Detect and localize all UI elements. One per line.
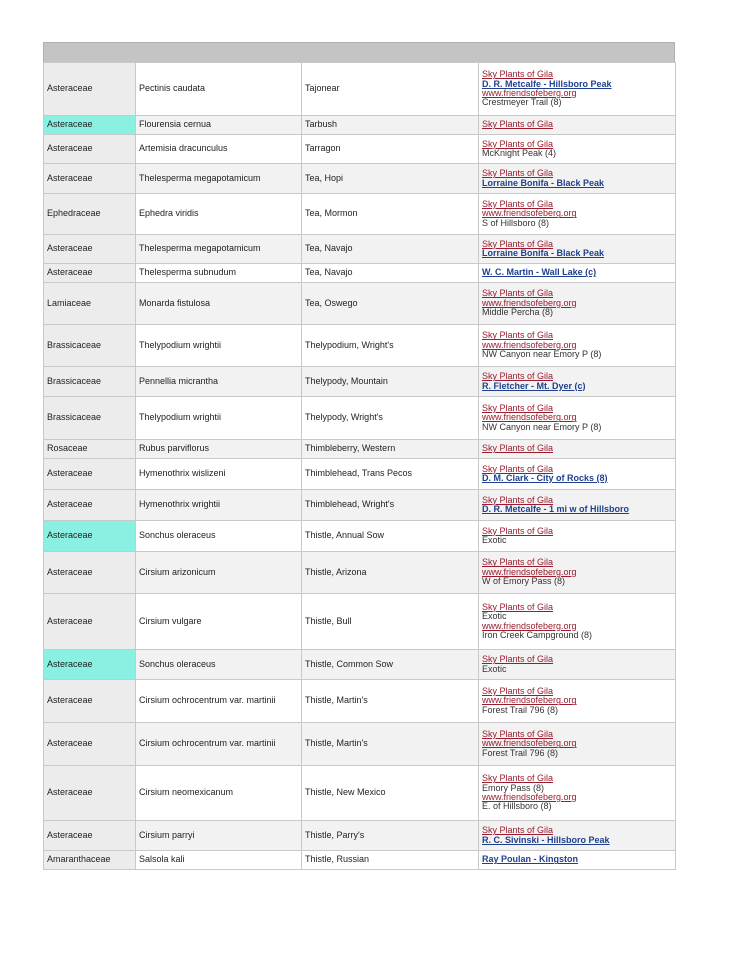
table-row [44, 164, 676, 194]
scientific-name-cell: Cirsium vulgare [136, 594, 302, 650]
table-row [44, 135, 676, 164]
family-cell: Brassicaceae [44, 325, 136, 367]
table-row [44, 851, 676, 870]
family-cell: Asteraceae [44, 116, 136, 135]
references-cell [479, 397, 676, 440]
scientific-name-cell: Monarda fistulosa [136, 283, 302, 325]
table-row [44, 490, 676, 521]
references-cell [479, 594, 676, 650]
scientific-name-cell: Rubus parviflorus [136, 440, 302, 459]
reference-link[interactable]: www.friendsofeberg.org [482, 339, 577, 350]
table-row [44, 766, 676, 821]
scientific-name-cell: Ephedra viridis [136, 194, 302, 235]
reference-link[interactable]: Sky Plants of Gila [482, 443, 554, 454]
references-cell [479, 459, 676, 490]
references-cell [479, 135, 676, 164]
references-cell [479, 367, 676, 397]
scientific-name-cell: Thelypodium wrightii [136, 325, 302, 367]
scientific-name-cell: Thelesperma subnudum [136, 264, 302, 283]
location-note: W of Emory Pass (8) [482, 576, 566, 587]
references-cell [479, 851, 676, 870]
common-name-cell: Thistle, Common Sow [302, 650, 479, 680]
common-name-cell: Thistle, Annual Sow [302, 521, 479, 552]
reference-link[interactable]: www.friendsofeberg.org [482, 738, 577, 749]
reference-link[interactable]: Sky Plants of Gila [482, 69, 554, 80]
scientific-name-cell: Hymenothrix wrightii [136, 490, 302, 521]
common-name-cell: Thimblehead, Trans Pecos [302, 459, 479, 490]
reference-link[interactable]: www.friendsofeberg.org [482, 88, 577, 98]
table-row [44, 194, 676, 235]
family-cell: Rosaceae [44, 440, 136, 459]
location-note: Forest Trail 796 (8) [482, 747, 559, 758]
family-cell: Brassicaceae [44, 367, 136, 397]
family-cell: Asteraceae [44, 235, 136, 264]
common-name-cell: Tarragon [302, 135, 479, 164]
reference-link[interactable]: www.friendsofeberg.org [482, 792, 577, 802]
table-row [44, 521, 676, 552]
location-note: Crestmeyer Trail (8) [482, 97, 562, 108]
reference-link[interactable]: Lorraine Bonifa - Black Peak [482, 177, 605, 188]
scientific-name-cell: Sonchus oleraceus [136, 521, 302, 552]
reference-link[interactable]: www.friendsofeberg.org [482, 412, 577, 423]
common-name-cell: Tea, Mormon [302, 194, 479, 235]
table-row [44, 116, 676, 135]
reference-link[interactable]: www.friendsofeberg.org [482, 297, 577, 308]
common-name-cell: Tea, Oswego [302, 283, 479, 325]
plant-table [43, 62, 676, 870]
scientific-name-cell: Artemisia dracunculus [136, 135, 302, 164]
family-cell: Asteraceae [44, 821, 136, 851]
scientific-name-cell: Pennellia micrantha [136, 367, 302, 397]
common-name-cell: Thelypody, Wright's [302, 397, 479, 440]
family-cell: Asteraceae [44, 164, 136, 194]
scientific-name-cell: Cirsium neomexicanum [136, 766, 302, 821]
common-name-cell: Thistle, Bull [302, 594, 479, 650]
common-name-cell: Thelypodium, Wright's [302, 325, 479, 367]
family-cell: Asteraceae [44, 723, 136, 766]
references-cell [479, 766, 676, 821]
references-cell [479, 552, 676, 594]
reference-link[interactable]: www.friendsofeberg.org [482, 695, 577, 706]
reference-link[interactable]: Sky Plants of Gila [482, 525, 554, 536]
reference-link[interactable]: W. C. Martin - Wall Lake (c) [482, 267, 597, 278]
family-cell: Asteraceae [44, 264, 136, 283]
scientific-name-cell: Pectinis caudata [136, 63, 302, 116]
location-note: Exotic [482, 535, 507, 545]
table-row [44, 440, 676, 459]
common-name-cell: Tea, Hopi [302, 164, 479, 194]
references-cell [479, 63, 676, 116]
references-cell [479, 164, 676, 194]
reference-link[interactable]: D. M. Clark - City of Rocks (8) [482, 473, 608, 483]
family-cell: Lamiaceae [44, 283, 136, 325]
common-name-cell: Thimbleberry, Western [302, 440, 479, 459]
table-row [44, 650, 676, 680]
reference-link[interactable]: Sky Plants of Gila [482, 371, 554, 382]
location-note: Iron Creek Campground (8) [482, 629, 593, 640]
family-cell: Amaranthaceae [44, 851, 136, 870]
common-name-cell: Thelypody, Mountain [302, 367, 479, 397]
reference-link[interactable]: Sky Plants of Gila [482, 557, 554, 568]
reference-link[interactable]: Sky Plants of Gila [482, 654, 554, 665]
common-name-cell: Thistle, New Mexico [302, 766, 479, 821]
scientific-name-cell: Cirsium parryi [136, 821, 302, 851]
reference-link[interactable]: www.friendsofeberg.org [482, 208, 577, 219]
scientific-name-cell: Flourensia cernua [136, 116, 302, 135]
scientific-name-cell: Hymenothrix wislizeni [136, 459, 302, 490]
location-note: Emory Pass (8) [482, 782, 545, 793]
scientific-name-cell: Cirsium ochrocentrum var. martinii [136, 680, 302, 723]
family-cell: Asteraceae [44, 63, 136, 116]
references-cell [479, 723, 676, 766]
references-cell [479, 521, 676, 552]
location-note: Middle Percha (8) [482, 307, 554, 318]
family-cell: Asteraceae [44, 490, 136, 521]
scientific-name-cell: Thelesperma megapotamicum [136, 164, 302, 194]
location-note: Forest Trail 796 (8) [482, 704, 559, 715]
scientific-name-cell: Cirsium ochrocentrum var. martinii [136, 723, 302, 766]
common-name-cell: Tajonear [302, 63, 479, 116]
table-row [44, 235, 676, 264]
reference-link[interactable]: Ray Poulan - Kingston [482, 854, 579, 865]
table-row [44, 283, 676, 325]
header-bar [43, 42, 675, 62]
scientific-name-cell: Sonchus oleraceus [136, 650, 302, 680]
common-name-cell: Thistle, Martin's [302, 680, 479, 723]
reference-link[interactable]: Sky Plants of Gila [482, 330, 554, 341]
family-cell: Brassicaceae [44, 397, 136, 440]
reference-link[interactable]: Lorraine Bonifa - Black Peak [482, 248, 605, 258]
table-row [44, 459, 676, 490]
table-row [44, 723, 676, 766]
location-note: McKnight Peak (4) [482, 148, 557, 158]
references-cell [479, 325, 676, 367]
table-row [44, 63, 676, 116]
reference-link[interactable]: R. Fletcher - Mt. Dyer (c) [482, 380, 586, 391]
table-row [44, 325, 676, 367]
family-cell: Asteraceae [44, 459, 136, 490]
table-row [44, 397, 676, 440]
table-row [44, 264, 676, 283]
family-cell: Asteraceae [44, 766, 136, 821]
reference-link[interactable]: Sky Plants of Gila [482, 773, 554, 784]
table-row [44, 594, 676, 650]
reference-link[interactable]: R. C. Sivinski - Hillsboro Peak [482, 834, 610, 845]
spreadsheet [43, 42, 675, 870]
reference-link[interactable]: Sky Plants of Gila [482, 494, 554, 505]
common-name-cell: Tarbush [302, 116, 479, 135]
common-name-cell: Thistle, Parry's [302, 821, 479, 851]
scientific-name-cell: Cirsium arizonicum [136, 552, 302, 594]
reference-link[interactable]: www.friendsofeberg.org [482, 566, 577, 577]
location-note: Exotic [482, 663, 507, 674]
reference-link[interactable]: Sky Plants of Gila [482, 728, 554, 739]
location-note: NW Canyon near Emory P (8) [482, 421, 602, 432]
scientific-name-cell: Thelypodium wrightii [136, 397, 302, 440]
family-cell: Asteraceae [44, 135, 136, 164]
table-row [44, 552, 676, 594]
references-cell [479, 235, 676, 264]
reference-link[interactable]: Sky Plants of Gila [482, 198, 554, 209]
reference-link[interactable]: Sky Plants of Gila [482, 463, 554, 474]
family-cell: Ephedraceae [44, 194, 136, 235]
references-cell [479, 283, 676, 325]
reference-link[interactable]: Sky Plants of Gila [482, 238, 554, 249]
table-row [44, 680, 676, 723]
location-note: S of Hillsboro (8) [482, 217, 550, 228]
common-name-cell: Thimblehead, Wright's [302, 490, 479, 521]
table-row [44, 821, 676, 851]
common-name-cell: Thistle, Martin's [302, 723, 479, 766]
scientific-name-cell: Thelesperma megapotamicum [136, 235, 302, 264]
family-cell: Asteraceae [44, 650, 136, 680]
reference-link[interactable]: Sky Plants of Gila [482, 825, 554, 836]
reference-link[interactable]: Sky Plants of Gila [482, 288, 554, 299]
reference-link[interactable]: Sky Plants of Gila [482, 138, 554, 149]
table-body [44, 63, 676, 870]
common-name-cell: Thistle, Russian [302, 851, 479, 870]
reference-link[interactable]: Sky Plants of Gila [482, 685, 554, 696]
family-cell: Asteraceae [44, 680, 136, 723]
common-name-cell: Tea, Navajo [302, 235, 479, 264]
references-cell [479, 264, 676, 283]
common-name-cell: Tea, Navajo [302, 264, 479, 283]
location-note: NW Canyon near Emory P (8) [482, 349, 602, 360]
reference-link[interactable]: Sky Plants of Gila [482, 601, 554, 612]
location-note: E. of Hillsboro (8) [482, 801, 552, 812]
reference-link[interactable]: D. R. Metcalfe - 1 mi w of Hillsboro [482, 504, 630, 514]
family-cell: Asteraceae [44, 594, 136, 650]
location-note: Exotic [482, 611, 507, 622]
references-cell [479, 680, 676, 723]
reference-link[interactable]: www.friendsofeberg.org [482, 620, 577, 631]
references-cell [479, 440, 676, 459]
reference-link[interactable]: Sky Plants of Gila [482, 119, 554, 130]
table-row [44, 367, 676, 397]
common-name-cell: Thistle, Arizona [302, 552, 479, 594]
references-cell [479, 194, 676, 235]
references-cell [479, 821, 676, 851]
family-cell: Asteraceae [44, 552, 136, 594]
reference-link[interactable]: Sky Plants of Gila [482, 168, 554, 179]
reference-link[interactable]: Sky Plants of Gila [482, 402, 554, 413]
scientific-name-cell: Salsola kali [136, 851, 302, 870]
family-cell: Asteraceae [44, 521, 136, 552]
references-cell [479, 650, 676, 680]
reference-link[interactable]: D. R. Metcalfe - Hillsboro Peak [482, 78, 612, 89]
references-cell [479, 490, 676, 521]
references-cell [479, 116, 676, 135]
